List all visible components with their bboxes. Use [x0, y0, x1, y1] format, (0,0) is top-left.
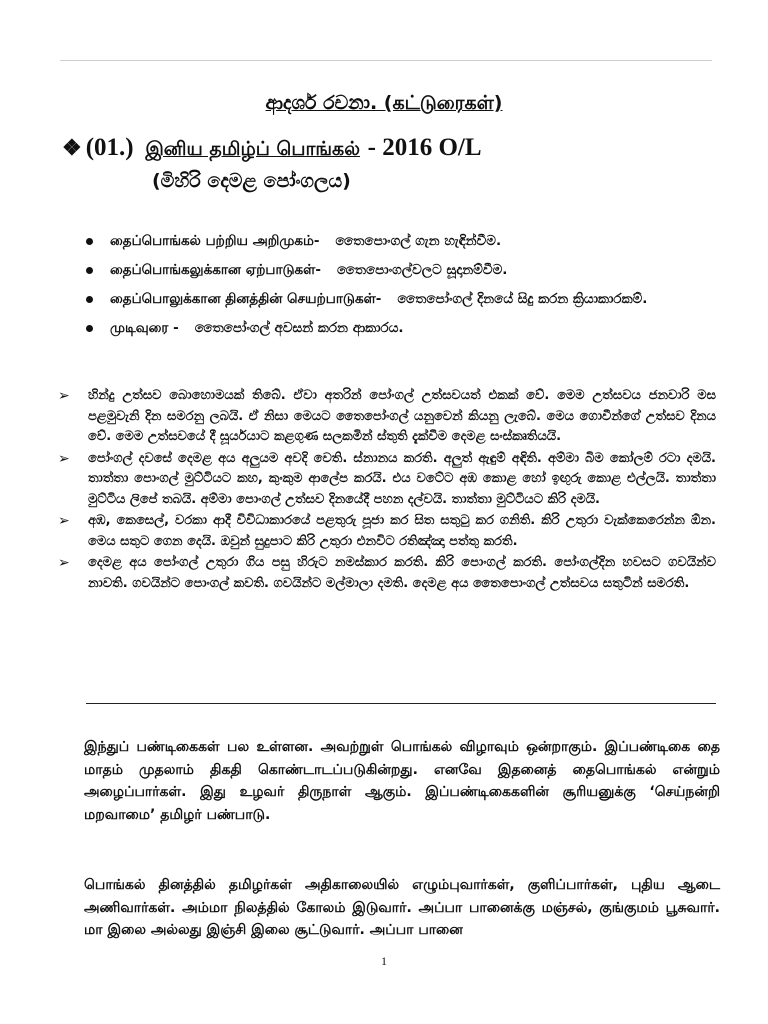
sinhala-paragraph-text: අඹ, කෙසෙල්, වරකා ආදී විවිධාකාරයේ පළතුරු පූජා කර සිත සතුටු කර ගනිති. කිරි උතුරා වැක්කෙරෙන්න ඕන. මෙය සතුට ගෙන දෙයි. ඔවුන් සුදුපාට කිරි උතුරා එනවිට රතිඤ්ඤා පත්තු කරති. — [88, 513, 716, 549]
round-bullet-icon — [86, 296, 93, 303]
outline-item-sinhala: තෛපොංගල්වලට සූදානම්වීම. — [336, 262, 508, 278]
outline-item-sinhala: තෛපෝංගල් දිනයේ සිදු කරන ක්‍රියාකාරකම්. — [397, 291, 648, 307]
essay-heading — [62, 134, 722, 163]
round-bullet-icon — [86, 238, 93, 245]
sinhala-paragraphs — [58, 386, 716, 595]
arrow-bullet-icon: ➢ — [58, 388, 70, 404]
sinhala-paragraph-text: හින්දු උත්සව බොහොමයක් තිබේ. ඒවා අතරින් පෝංගල් උත්සවයත් එකක් වේ. මෙම උත්සවය ජනවාරි මස පළමුවැනි දින සමරනු ලබයි. ඒ නිසා මෙයට තෛපෝංගල් යනුවෙන් කියනු ලැබේ. මෙය ගොවීන්ගේ උත්සව දිනය වේ. මෙම උත්සවයේ දී සූර්යයාට කළගුණ සලකමින් ස්තුති දැක්වීම දෙමළ සංස්කෘතියයි. — [88, 388, 716, 444]
essay-tamil-title: இனிய தமிழ்ப் பொங்கல் — [145, 138, 360, 160]
outline-item-sinhala: තෛපෝංගල් අවසන් කරන ආකාරය. — [194, 320, 404, 336]
outline-item — [86, 317, 726, 339]
tamil-paragraph: இந்துப் பண்டிகைகள் பல உள்ளன. அவற்றுள் பொங்கல் விழாவும் ஒன்றாகும். இப்பண்டிகை தை மாதம் முதலாம் திகதி கொண்டாடப்படுகின்றது. எனவே இதனைத் தைபொங்கல் என்றும் அழைப்பார்கள். இது உழவர் திருநாள் ஆகும். இப்பண்டிகைகளின் சூரியனுக்கு ‘செய்நன்றி மறவாமை’ தமிழர் பண்பாடு. — [84, 739, 720, 823]
outline-item-tamil: முடிவுரை - — [110, 320, 179, 336]
arrow-bullet-icon: ➢ — [58, 555, 70, 571]
outline-item-tamil: தைப்பொங்கலுக்கான ஏற்பாடுகள்- — [110, 262, 321, 278]
section-divider — [86, 703, 716, 704]
outline-item-tamil: தைப்பொலுக்கான தினத்தின் செயற்பாடுகள்- — [110, 291, 382, 307]
outline-item-tamil: தைப்பொங்கல் பற்றிய அறிமுகம்- — [110, 233, 320, 249]
essay-year-level: - 2016 O/L — [367, 134, 482, 161]
outline-item — [86, 259, 726, 281]
sinhala-paragraph-text: දෙමළ අය පෝංගල් උතුරා ගිය පසු හිරුට නමස්කාර කරති. කිරි පොංගල් කරති. පෝංගල්දින හවසට ගවයින්ව නාවති. ගවයින්ට පොංගල් කවති. ගවයින්ට මල්මාලා දමති. දෙමළ අය තෛපොංගල් උත්සවය සතුටින් සමරති. — [88, 555, 716, 591]
arrow-bullet-icon: ➢ — [58, 513, 70, 529]
essay-outline-list — [86, 230, 726, 346]
diamond-bullet-icon: ❖ — [62, 135, 82, 161]
round-bullet-icon — [86, 325, 93, 332]
sinhala-paragraph — [58, 449, 716, 511]
header-divider — [60, 60, 712, 61]
essay-sinhala-title: (මිහිරි දෙමළ පෝංගලය) — [152, 170, 351, 192]
arrow-bullet-icon: ➢ — [58, 450, 70, 467]
outline-item — [86, 230, 726, 252]
sinhala-paragraph — [58, 386, 716, 448]
sinhala-paragraph — [58, 511, 716, 552]
outline-item — [86, 288, 726, 310]
outline-item-sinhala: තෛපොංගල් ගැන හැඳින්වීම. — [335, 233, 502, 249]
sinhala-paragraph — [58, 553, 716, 594]
page-title — [0, 92, 768, 117]
tamil-paragraph: பொங்கல் தினத்தில் தமிழர்கள் அதிகாலையில் எழும்புவார்கள், குளிப்பார்கள், புதிய ஆடை அணிவார்கள். அம்மா நிலத்தில் கோலம் இடுவார். அப்பா பானைக்கு மஞ்சல், குங்குமம் பூசுவார். மா இலை அல்லது இஞ்சி இலை சூட்டுவார். அப்பா பானை — [84, 877, 720, 938]
page-number: 1 — [381, 954, 387, 968]
essay-number: (01.) — [85, 134, 134, 161]
sinhala-paragraph-text: පෝංගල් දවසේ දෙමළ අය අලුයම අවදි වෙති. ස්නානය කරති. අලුත් ඇඳුම් අඳිති. අම්මා බිම කෝලම් රටා දමයි. තාත්තා පොංගල් මුට්ටියට කහ, කුංකුම ආලේප කරයි. එය වටේට අඹ කොළ හෝ ඉඟුරු කොළ එල්ලයි. තාත්තා මුට්ටිය ලිපේ තබයි. අම්මා පොංගල් උත්සව දිනයේදී පහන දල්වයි. තාත්තා මුට්ටියට කිරි දමයි. — [88, 450, 716, 507]
page-title-text: ආදර්ශ රචනා. (கட்டுரைகள்) — [265, 92, 503, 114]
round-bullet-icon — [86, 267, 93, 274]
